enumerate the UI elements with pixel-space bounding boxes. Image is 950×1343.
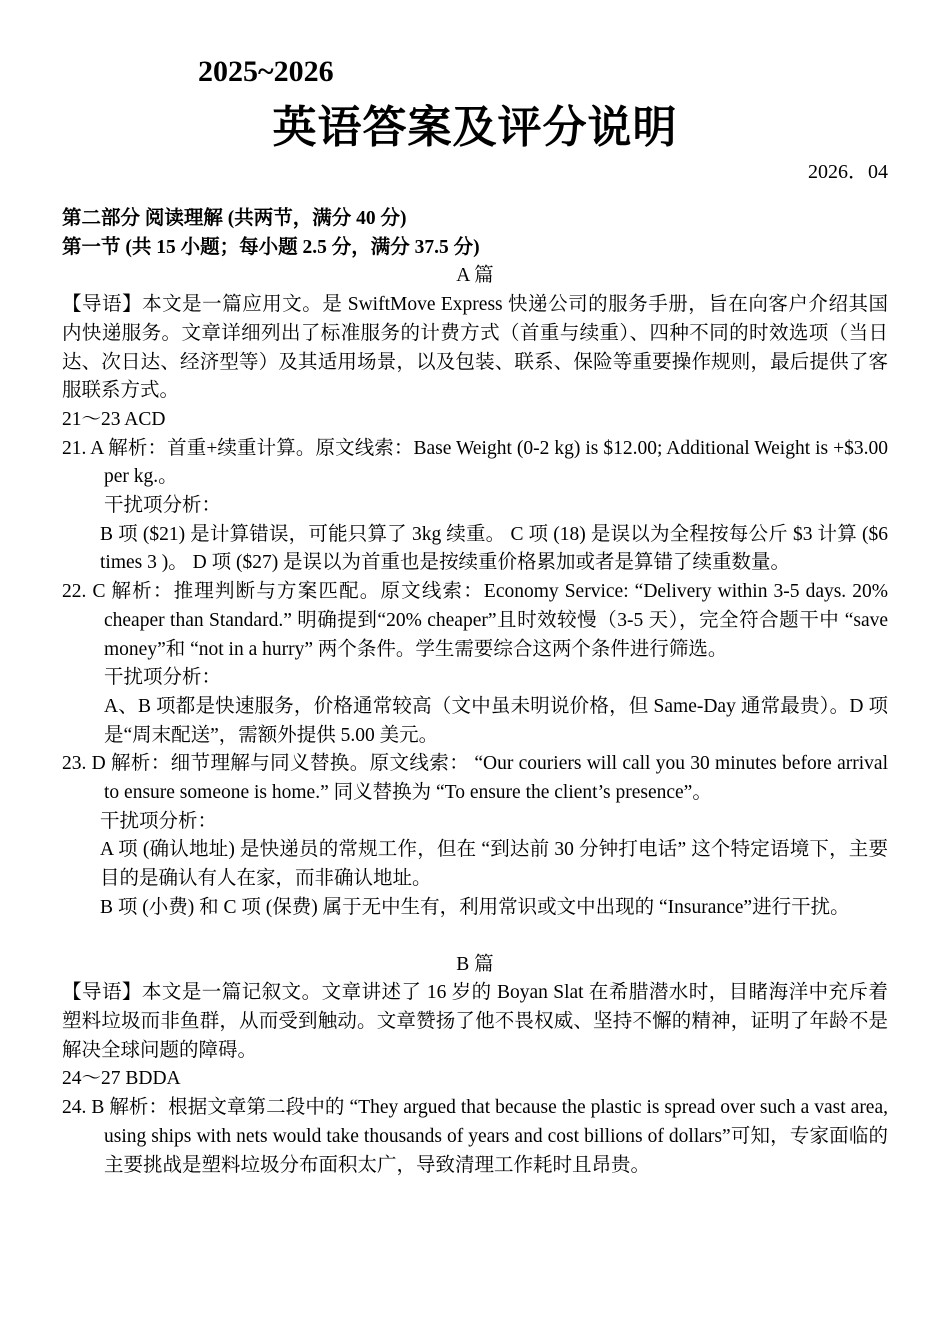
q23-distractor-b: B 项 (小费) 和 C 项 (保费) 属于无中生有，利用常识或文中出现的 “Insurance”进行干扰。 [100,896,850,918]
section-spacer [62,923,888,951]
document-body [62,205,888,1180]
part-heading: 第二部分 阅读理解 (共两节，满分 40 分) [62,208,407,229]
q23-explanation: 23. D 解析：细节理解与同义替换。原文线索： “Our couriers will call you 30 minutes before arrival to ensure someone is home.” 同义替换为 “To ensure the client’s presence”。 [62,753,888,804]
section-heading: 第一节 (共 15 小题；每小题 2.5 分，满分 37.5 分) [62,236,480,258]
q24-explanation: 24. B 解析：根据文章第二段中的 “They argued that because the plastic is spread over such a vast area, using ships with nets would take thousands of years and cost billions of dollars”可知，专家面临的主要挑战是塑料垃圾分布面积太广，导致清理工作耗时且昂贵。 [62,1097,888,1176]
passage-a-intro: 【导语】本文是一篇应用文。是 SwiftMove Express 快递公司的服务手册，旨在向客户介绍其国内快递服务。文章详细列出了标准服务的计费方式（首重与续重）、四种不同的时效选项（当日达、次日达、经济型等）及其适用场景，以及包装、联系、保险等重要操作规则，最后提供了客服联系方式。 [62,294,888,402]
q21-distractor-analysis: B 项 ($21) 是计算错误，可能只算了 3kg 续重。 C 项 (18) 是误以为全程按每公斤 $3 计算 ($6 times 3 )。 D 项 ($27) 是误以为首重也是按续重价格累加或者是算错了续重数量。 [100,523,888,574]
q22-distractor-label: 干扰项分析： [104,667,222,689]
passage-a-answers: 21～23 ACD [62,408,166,430]
document-year: 2025~2026 [198,55,334,88]
q23-distractor-label: 干扰项分析： [100,810,218,832]
q21-explanation: 21. A 解析：首重+续重计算。原文线索：Base Weight (0-2 kg) is $12.00; Additional Weight is +$3.00 per kg.。 [62,437,888,488]
document-date: 2026．04 [808,161,888,183]
passage-b-answers: 24～27 BDDA [62,1068,181,1090]
document-title: 英语答案及评分说明 [272,102,678,153]
q23-distractor-a: A 项 (确认地址) 是快递员的常规工作，但在 “到达前 30 分钟打电话” 这个特定语境下，主要目的是确认有人在家，而非确认地址。 [100,839,888,890]
passage-b-title: B 篇 [456,953,494,975]
passage-a-title: A 篇 [456,265,494,287]
q21-distractor-label: 干扰项分析： [104,495,222,517]
q22-explanation: 22. C 解析：推理判断与方案匹配。原文线索：Economy Service: “Delivery within 3-5 days. 20% cheaper than Standard.” 明确提到“20% cheaper”且时效较慢（3-5 天），完全符合题干中 “save money”和 “not in a hurry” 两个条件。学生需要综合这两个条件进行筛选。 [62,581,888,660]
passage-b-intro: 【导语】本文是一篇记叙文。文章讲述了 16 岁的 Boyan Slat 在希腊潜水时，目睹海洋中充斥着塑料垃圾而非鱼群，从而受到触动。文章赞扬了他不畏权威、坚持不懈的精神，证明了年龄不是解决全球问题的障碍。 [62,982,888,1061]
q22-distractor-analysis: A、B 项都是快速服务，价格通常较高（文中虽未明说价格，但 Same-Day 通常最贵）。D 项是“周末配送”，需额外提供 5.00 美元。 [104,695,888,746]
